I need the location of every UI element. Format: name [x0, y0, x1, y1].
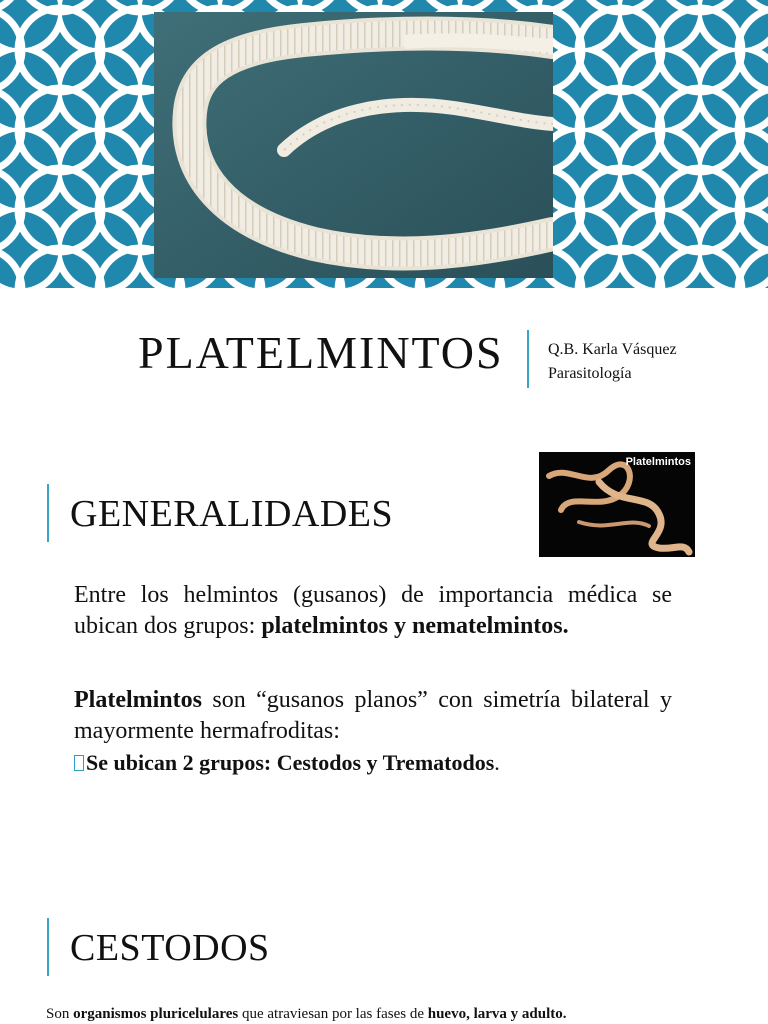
- section-heading-cestodos: CESTODOS: [70, 927, 270, 969]
- bullet-grupos-bold: Se ubican 2 grupos: Cestodos y Trematodos: [86, 750, 495, 775]
- section-accent-bar: [47, 918, 49, 976]
- bullet-icon: [74, 755, 84, 771]
- thumbnail-label: Platelmintos: [625, 456, 691, 468]
- cover-banner: [0, 0, 768, 288]
- paragraph-platelmintos-text: son “gusanos planos” con simetría bilateral y mayormente hermafroditas:: [74, 687, 672, 744]
- paragraph-helmintos-text: Entre los helmintos (gusanos) de importancia médica se ubican dos grupos:: [74, 582, 672, 639]
- platelmintos-thumbnail: [539, 452, 695, 557]
- cestodos-bold-2: huevo, larva y adulto.: [427, 1006, 567, 1022]
- cestodos-text-2: que atraviesan por las fases de: [238, 1006, 428, 1022]
- bullet-grupos: [74, 750, 500, 776]
- page-title: PLATELMINTOS: [138, 327, 504, 378]
- paragraph-helmintos-bold: platelmintos y nematelmintos.: [261, 613, 569, 639]
- paragraph-platelmintos-bold: Platelmintos: [74, 687, 202, 713]
- paragraph-cestodos: [46, 1006, 567, 1023]
- section-heading-generalidades: GENERALIDADES: [70, 493, 394, 535]
- tapeworm-photo: [154, 12, 553, 278]
- author-block: [548, 338, 677, 386]
- cestodos-text-1: Son: [46, 1006, 74, 1022]
- paragraph-helmintos: [74, 580, 672, 642]
- cestodos-bold-1: organismos pluricelulares: [73, 1006, 239, 1022]
- bullet-grupos-end: .: [494, 750, 500, 775]
- title-divider: [527, 330, 529, 388]
- author-name: Q.B. Karla Vásquez: [548, 341, 677, 358]
- section-accent-bar: [47, 484, 49, 542]
- course-name: Parasitología: [548, 365, 632, 382]
- paragraph-platelmintos: [74, 685, 672, 747]
